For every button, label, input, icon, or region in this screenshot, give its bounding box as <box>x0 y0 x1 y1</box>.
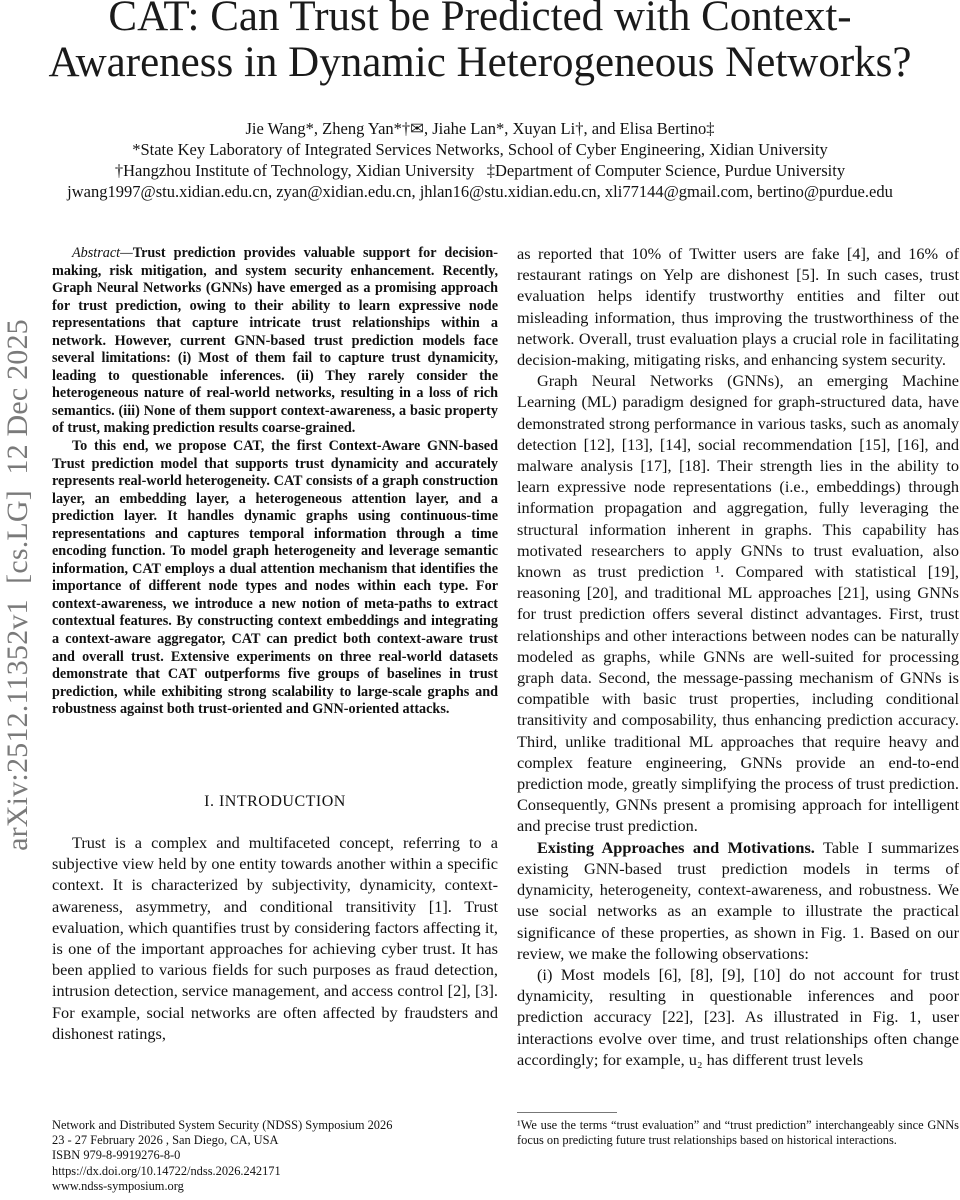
abstract-paragraph-2: To this end, we propose CAT, the first Context-Aware GNN-based Trust prediction model that supports trust dynamicity and accurately represents real-world heterogeneity. CAT consists of a graph construction layer, an embedding layer, a heterogeneous attention layer, and a prediction layer. It handles dynamic graphs using continuous-time representations and captures temporal information through a time encoding function. To model graph heterogeneity and leverage semantic information, CAT employs a dual attention mechanism that identifies the importance of different node types and nodes within each type. For context-awareness, we introduce a new notion of meta-paths to extract contextual features. By constructing context embeddings and integrating a context-aware aggregator, CAT can predict both context-aware trust and overall trust. Extensive experiments on three real-world datasets demonstrate that CAT outperforms five groups of baselines in trust prediction, while exhibiting strong scalability to large-scale graphs and robustness against both trust-oriented and GNN-oriented attacks. <box>52 438 498 718</box>
footnote-divider <box>517 1112 617 1113</box>
footnote <box>517 1118 959 1148</box>
affiliation-2: †Hangzhou Institute of Technology, Xidian University ‡Department of Computer Science, Purdue University <box>114 161 846 180</box>
footer-line: Network and Distributed System Security (NDSS) Symposium 2026 <box>52 1118 393 1132</box>
right-paragraph-4: (i) Most models [6], [8], [9], [10] do not account for trust dynamicity, resulting in questionable inferences and poor prediction accuracy [22], [23]. As illustrated in Fig. 1, user interactions evolve over time, and trust relationships often change accordingly; for example, u₂ has different trust levels <box>517 964 959 1069</box>
motivation-heading: Existing Approaches and Motivations. <box>537 837 815 857</box>
author-emails: jwang1997@stu.xidian.edu.cn, zyan@xidian.edu.cn, jhlan16@stu.xidian.edu.cn, xli77144@gmail.com, bertino@purdue.edu <box>67 182 893 201</box>
abstract-paragraph-1: Trust prediction provides valuable support for decision-making, risk mitigation, and system security enhancement. Recently, Graph Neural Networks (GNNs) have emerged as a promising approach for trust prediction, owing to their ability to learn expressive node representations that capture intricate trust relationships within a network. However, current GNN-based trust prediction models face several limitations: (i) Most of them fail to capture trust dynamicity, leading to questionable inferences. (ii) They rarely consider the heterogeneous nature of real-world networks, resulting in a loss of rich semantics. (iii) None of them support context-awareness, a basic property of trust, making prediction results coarse-grained. <box>52 245 498 437</box>
footer-doi-link[interactable]: https://dx.doi.org/10.14722/ndss.2026.242171 <box>52 1163 281 1178</box>
footer-line: 23 - 27 February 2026 , San Diego, CA, USA <box>52 1133 279 1148</box>
footer-line: ISBN 979-8-9919276-8-0 <box>52 1148 181 1163</box>
intro-paragraph-1: Trust is a complex and multifaceted concept, referring to a subjective view held by one entity towards another within a specific context. It is characterized by subjectivity, dynamicity, context-awareness, asymmetry, and conditional transitivity [1]. Trust evaluation, which quantifies trust by considering factors affecting it, is one of the important approaches for achieving cyber trust. It has been applied to various fields for such purposes as fraud detection, intrusion detection, service management, and access control [2], [3]. For example, social networks are often affected by fraudsters and dishonest ratings, <box>52 833 498 1043</box>
right-paragraph-2: Graph Neural Networks (GNNs), an emerging Machine Learning (ML) paradigm designed for graph-structured data, have demonstrated strong performance in various tasks, such as anomaly detection [12], [13], [14], social recommendation [15], [16], and malware analysis [17], [18]. Their strength lies in the ability to learn expressive node representations (i.e., embeddings) through information propagation and aggregation, fully leveraging the structural information inherent in graphs. This capability has motivated researchers to apply GNNs to trust evaluation, also known as trust prediction ¹. Compared with statistical [19], reasoning [20], and traditional ML approaches [21], using GNNs for trust prediction offers several distinct advantages. First, trust relationships and other interactions between nodes can be naturally modeled as graphs, while GNNs are well-suited for processing graph data. Second, the message-passing mechanism of GNNs is compatible with basic trust properties, including conditional transitivity and composability, thus enhancing prediction accuracy. Third, unlike traditional ML approaches that require heavy and complex feature engineering, GNNs provide an end-to-end prediction mode, greatly simplifying the process of trust prediction. Consequently, GNNs present a promising approach for intelligent and precise trust prediction. <box>517 371 959 836</box>
abstract <box>52 245 498 719</box>
right-column <box>517 243 959 1070</box>
abstract-label: Abstract— <box>72 245 133 261</box>
arxiv-identifier: arXiv:2512.11352v1 [cs.LG] 12 Dec 2025 <box>1 319 34 851</box>
footer-website-link[interactable]: www.ndss-symposium.org <box>52 1178 184 1193</box>
right-paragraph-1: as reported that 10% of Twitter users are fake [4], and 16% of restaurant ratings on Yelp are dishonest [5]. In such cases, trust evaluation helps identify trustworthy entities and filter out misleading information, thus improving the trustworthiness of the network. Overall, trust evaluation plays a crucial role in facilitating decision-making, mitigating risks, and enhancing system security. <box>517 244 959 370</box>
paper-title: CAT: Can Trust be Predicted with Context-Awareness in Dynamic Heterogeneous Networks? <box>48 0 912 86</box>
right-paragraph-3: Table I summarizes existing GNN-based trust prediction models in terms of dynamicity, heterogeneity, context-awareness, and robustness. We use social networks as an example to illustrate the practical significance of these properties, as shown in Fig. 1. Based on our review, we make the following observations: <box>517 837 959 963</box>
arxiv-sidebar <box>0 255 38 915</box>
section-heading: I. INTRODUCTION <box>204 793 346 810</box>
author-names: Jie Wang*, Zheng Yan*†✉, Jiahe Lan*, Xuyan Li†, and Elisa Bertino‡ <box>245 119 715 138</box>
introduction-left <box>52 832 498 1044</box>
author-block <box>0 118 960 202</box>
footnote-text: ¹We use the terms “trust evaluation” and “trust prediction” interchangeably since GNNs focus on predicting future trust relationships based on historical interactions. <box>517 1118 959 1148</box>
conference-footer <box>52 1118 392 1194</box>
affiliation-1: *State Key Laboratory of Integrated Services Networks, School of Cyber Engineering, Xidian University <box>132 140 828 159</box>
